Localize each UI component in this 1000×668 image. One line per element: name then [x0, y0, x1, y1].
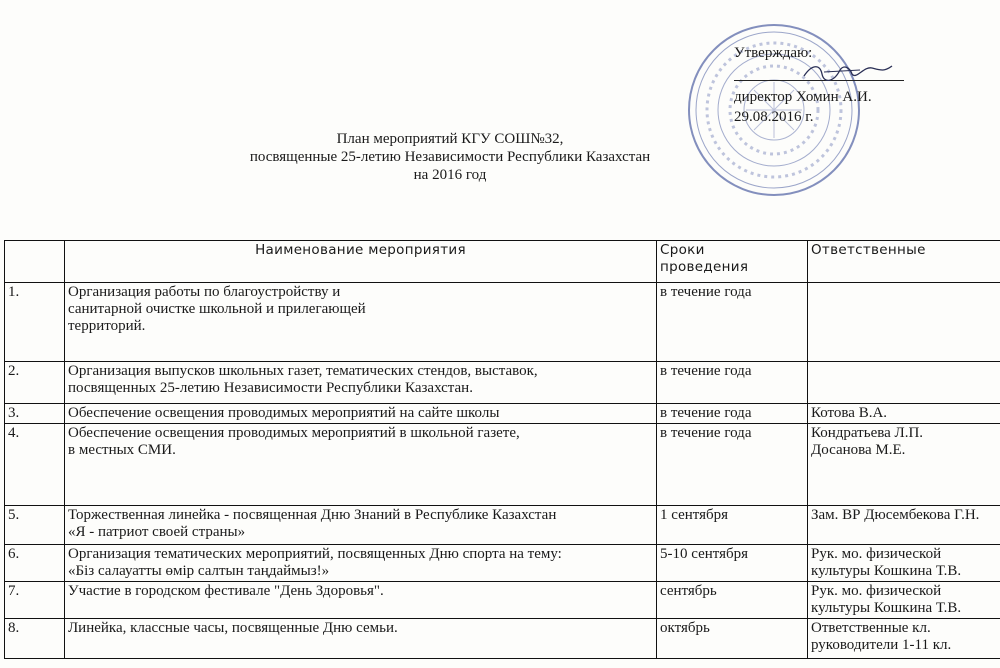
dates-cell: в течение года [657, 404, 808, 424]
event-text-line: территорий. [68, 318, 146, 334]
row-number: 2. [5, 362, 65, 404]
table-row [5, 424, 1000, 506]
event-cell [65, 404, 657, 424]
row-number: 6. [5, 545, 65, 582]
responsible-text-line: руководители 1-11 кл. [811, 637, 952, 653]
event-text-line: Обеспечение освещения проводимых мероприятий на сайте школы [68, 405, 500, 421]
event-cell [65, 545, 657, 582]
header-dates-line-1: Сроки [660, 242, 705, 258]
dates-cell: в течение года [657, 283, 808, 362]
approve-label: Утверждаю: [734, 45, 813, 61]
table-row [5, 582, 1000, 619]
table-row [5, 619, 1000, 659]
dates-cell: сентябрь [657, 582, 808, 619]
dates-cell: в течение года [657, 424, 808, 506]
table-header-row [5, 241, 1000, 283]
responsible-cell [808, 619, 1000, 659]
table-row [5, 362, 1000, 404]
responsible-text-line: Ответственные кл. [811, 620, 931, 636]
responsible-cell [808, 404, 1000, 424]
event-cell [65, 506, 657, 545]
approval-date: 29.08.2016 г. [734, 109, 814, 125]
table-body [5, 283, 1000, 659]
event-cell [65, 424, 657, 506]
row-number: 7. [5, 582, 65, 619]
title-line-2: посвященные 25-летию Независимости Республики Казахстан [249, 149, 651, 165]
title-line-1: План мероприятий КГУ СОШ№32, [336, 131, 564, 147]
event-text-line: «Біз салауатты өмір салтын таңдаймыз!» [68, 563, 330, 579]
dates-cell: в течение года [657, 362, 808, 404]
event-text-line: Организация тематических мероприятий, посвященных Дню спорта на тему: [68, 546, 562, 562]
event-text-line: санитарной очистке школьной и прилегающей [68, 301, 366, 317]
header-dates-line-2: проведения [660, 259, 749, 275]
event-cell [65, 582, 657, 619]
events-table [4, 240, 1000, 659]
event-cell [65, 619, 657, 659]
dates-cell: 1 сентября [657, 506, 808, 545]
row-number: 1. [5, 283, 65, 362]
event-text-line: посвященных 25-летию Независимости Республики Казахстан. [68, 380, 473, 396]
table-row [5, 545, 1000, 582]
handwritten-signature [800, 56, 895, 86]
row-number: 5. [5, 506, 65, 545]
event-text-line: Обеспечение освещения проводимых мероприятий в школьной газете, [68, 425, 520, 441]
responsible-cell [808, 545, 1000, 582]
event-text-line: Организация работы по благоустройству и [68, 284, 341, 300]
responsible-text-line: Котова В.А. [811, 405, 888, 421]
table-row [5, 283, 1000, 362]
header-dates [657, 241, 808, 283]
header-responsible: Ответственные [808, 241, 1000, 283]
event-text-line: Организация выпусков школьных газет, тематических стендов, выставок, [68, 363, 538, 379]
event-text-line: «Я - патриот своей страны» [68, 524, 246, 540]
event-text-line: Линейка, классные часы, посвященные Дню семьи. [68, 620, 398, 636]
responsible-cell [808, 362, 1000, 404]
dates-cell: октябрь [657, 619, 808, 659]
event-cell [65, 283, 657, 362]
row-number: 8. [5, 619, 65, 659]
table-row [5, 404, 1000, 424]
responsible-cell [808, 424, 1000, 506]
responsible-text-line: культуры Кошкина Т.В. [811, 563, 962, 579]
event-text-line: в местных СМИ. [68, 442, 176, 458]
responsible-cell [808, 283, 1000, 362]
row-number: 3. [5, 404, 65, 424]
header-number [5, 241, 65, 283]
responsible-text-line: Рук. мо. физической [811, 546, 942, 562]
responsible-text-line: Зам. ВР Дюсембекова Г.Н. [811, 507, 980, 523]
title-line-3: на 2016 год [413, 167, 487, 183]
dates-cell: 5-10 сентября [657, 545, 808, 582]
responsible-cell [808, 582, 1000, 619]
event-text-line: Участие в городском фестивале "День Здоровья". [68, 583, 384, 599]
responsible-text-line: Рук. мо. физической [811, 583, 942, 599]
document-title [200, 130, 700, 184]
row-number: 4. [5, 424, 65, 506]
responsible-text-line: Кондратьева Л.П. [811, 425, 924, 441]
responsible-text-line: культуры Кошкина Т.В. [811, 600, 962, 616]
event-text-line: Торжественная линейка - посвященная Дню Знаний в Республике Казахстан [68, 507, 557, 523]
responsible-cell [808, 506, 1000, 545]
table-row [5, 506, 1000, 545]
header-event-name: Наименование мероприятия [65, 241, 657, 283]
responsible-text-line: Досанова М.Е. [811, 442, 906, 458]
director-line: директор Хомин А.И. [734, 89, 872, 105]
event-cell [65, 362, 657, 404]
